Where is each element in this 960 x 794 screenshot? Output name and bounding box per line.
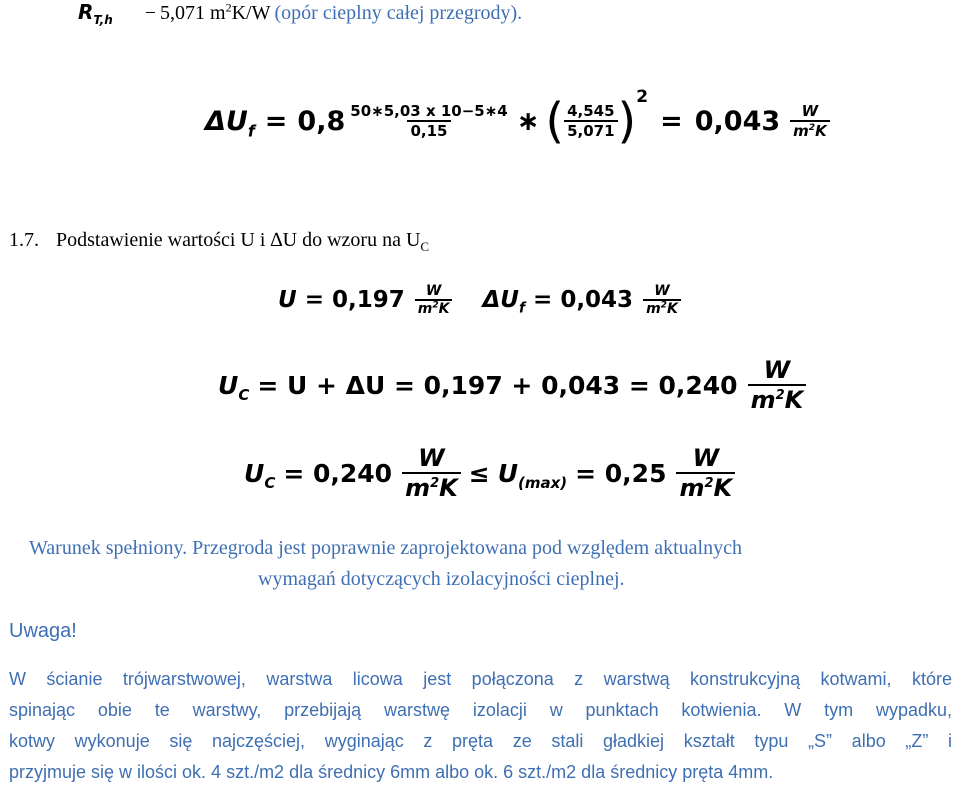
u-symbol: U: [278, 287, 297, 313]
delta-uf-lhs: $\Delta U_f$: [205, 105, 255, 140]
delta-uf-equation: $\Delta U_f$ = 0,8 $\frac{50∗5,03 x 10-5∗4}{0,15}$ ∗ ( $\frac{4,545}{5,071}$ ) $^2$ = 0,043 $\frac{W}{m^2K}$: [205, 86, 830, 156]
umax-value: = 0,25: [575, 458, 667, 488]
note-line: W ścianie trójwarstwowej, warstwa licowa jest połączona z warstwą konstrukcyjną kotwami, które: [9, 669, 952, 689]
delta-uf-symbol: $\Delta U_f$: [482, 287, 526, 317]
coefficient: 0,8: [297, 105, 346, 137]
leq-sign: ≤: [468, 458, 490, 488]
note-line: przyjmuje się w ilości ok. 4 szt./m2 dla średnicy 6mm albo ok. 6 szt./m2 dla średnicy pręta 4mm.: [9, 762, 774, 782]
u-unit: $\frac{W}{m^2K}$: [415, 283, 453, 317]
given-values-equation: [278, 272, 681, 328]
note-paragraph: [9, 669, 952, 793]
equals-sign: =: [304, 287, 324, 313]
conclusion-line-2: wymagań dotyczących izolacyjności cieplnej.: [258, 568, 625, 590]
uc-value: = 0,240: [283, 458, 393, 488]
fraction-denominator: 0,15: [407, 120, 450, 140]
delta-uf-value: 0,043: [560, 287, 634, 313]
right-paren: ): [617, 93, 637, 149]
dash: −: [144, 2, 157, 24]
equals-sign: =: [264, 105, 288, 137]
resistance-value: 5,071 $m^2K/W$: [160, 0, 271, 24]
main-fraction: [347, 102, 510, 140]
multiply-sign: ∗: [516, 105, 540, 137]
equals-sign-2: =: [660, 105, 683, 137]
note-line: kotwy wykonuje się najczęściej, wyginając z pręta ze stali gładkiej kształt typu „S” albo „Z” i: [9, 731, 952, 751]
section-heading: [9, 229, 429, 252]
umax-unit: $\frac{W}{m^2K}$: [676, 444, 735, 502]
left-paren: (: [545, 93, 565, 149]
uc-equation: [218, 349, 806, 421]
unit-fraction: $\frac{W}{m^2K}$: [790, 102, 830, 140]
comparison-equation: [244, 437, 735, 509]
section-title: Podstawienie wartości U i ∆U do wzoru na $U_C$: [56, 229, 430, 254]
thermal-resistance-line: [78, 0, 522, 30]
umax-symbol: $U_{(max)}$: [497, 458, 568, 492]
uc-symbol-2: $U_C$: [244, 458, 276, 492]
ratio-denominator: 5,071: [564, 120, 617, 140]
uc-unit: $\frac{W}{m^2K}$: [748, 356, 807, 414]
u-value: 0,197: [331, 287, 405, 313]
delta-uf-unit: $\frac{W}{m^2K}$: [643, 283, 681, 317]
note-line: spinając obie te warstwy, przebijają warstwę izolacji w punktach kotwienia. W tym wypadku,: [9, 700, 952, 720]
uc-symbol: $U_C$: [218, 370, 250, 404]
conclusion-line-1: Warunek spełniony. Przegroda jest poprawnie zaprojektowana pod względem aktualnych: [29, 537, 742, 559]
resistance-description: (opór cieplny całej przegrody).: [274, 2, 523, 24]
uc-unit-2: $\frac{W}{m^2K}$: [402, 444, 461, 502]
section-number: 1.7.: [9, 229, 39, 251]
fraction-numerator: 50∗5,03 x 10−5∗4: [350, 102, 508, 120]
delta-uf-result: 0,043: [694, 105, 781, 137]
uc-expression: = U + ΔU = 0,197 + 0,043 = 0,240: [257, 370, 738, 400]
ratio-fraction: [564, 102, 617, 140]
ratio-numerator: 4,545: [567, 102, 615, 120]
r-symbol: $R_{T,h}$: [78, 0, 113, 27]
note-heading: Uwaga!: [9, 620, 77, 642]
equals-sign-2: =: [533, 287, 553, 313]
